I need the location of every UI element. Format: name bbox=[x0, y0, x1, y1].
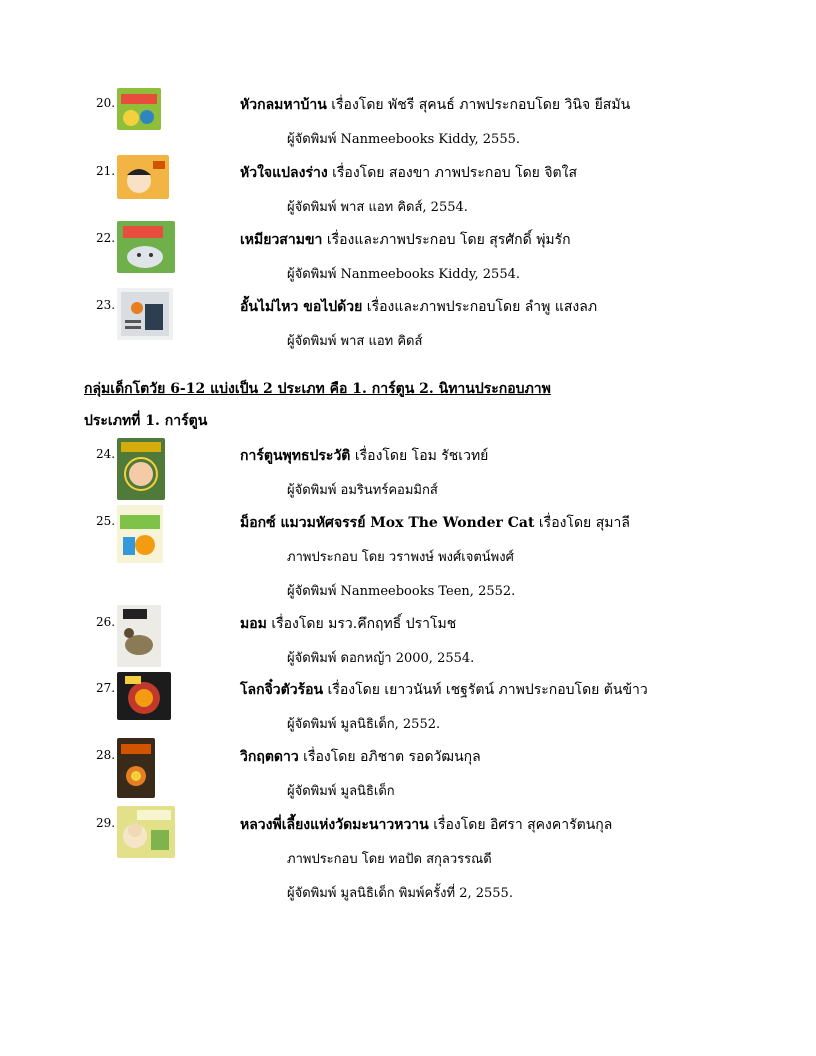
publisher-line: ผู้จัดพิมพ์ พาส แอท คิดส์, 2554. bbox=[287, 200, 468, 215]
entry-title-line bbox=[240, 445, 488, 467]
publisher-line: ผู้จัดพิมพ์ มูลนิธิเด็ก bbox=[287, 784, 395, 799]
book-credits: เรื่องโดย พัชรี สุคนธ์ ภาพประกอบโดย วินิจ ยีสมัน bbox=[326, 97, 631, 113]
book-credits: เรื่องและภาพประกอบโดย ลำพู แสงลภ bbox=[362, 299, 598, 315]
category-heading: ประเภทที่ 1. การ์ตูน bbox=[84, 413, 208, 429]
illustrator-line: ภาพประกอบ โดย วราพงษ์ พงศ์เจตน์พงศ์ bbox=[287, 550, 514, 565]
entry-title-line bbox=[240, 162, 577, 184]
entry-title-line bbox=[240, 296, 597, 318]
entry-title-line bbox=[240, 814, 612, 836]
entry-number: 26. bbox=[96, 615, 116, 629]
book-cover-image bbox=[117, 806, 175, 858]
illustrator-line: ภาพประกอบ โดย ทอปัด สกุลวรรณดี bbox=[287, 852, 492, 867]
book-credits: เรื่องโดย สุมาลี bbox=[534, 515, 630, 531]
book-title: มอม bbox=[240, 616, 267, 632]
book-cover-image bbox=[117, 438, 165, 500]
book-title: เหมียวสามขา bbox=[240, 232, 323, 248]
entry-number: 20. bbox=[96, 96, 116, 110]
book-credits: เรื่องโดย โอม รัชเวทย์ bbox=[350, 448, 489, 464]
entry-number: 27. bbox=[96, 681, 116, 695]
publisher-line: ผู้จัดพิมพ์ พาส แอท คิดส์ bbox=[287, 334, 423, 349]
book-credits: เรื่องโดย อภิชาต รอดวัฒนกุล bbox=[298, 749, 481, 765]
book-credits: เรื่องโดย เยาวนันท์ เชฐรัตน์ ภาพประกอบโดย ต้นข้าว bbox=[323, 682, 648, 698]
book-cover-image bbox=[117, 738, 155, 798]
book-cover-image bbox=[117, 155, 169, 199]
publisher-line: ผู้จัดพิมพ์ มูลนิธิเด็ก, 2552. bbox=[287, 717, 441, 732]
entry-number: 28. bbox=[96, 748, 116, 762]
book-title: การ์ตูนพุทธประวัติ bbox=[240, 448, 351, 464]
book-cover-image bbox=[117, 288, 173, 340]
entry-title-line bbox=[240, 679, 648, 701]
book-cover-image bbox=[117, 672, 171, 720]
book-title: โลกจิ๋วตัวร้อน bbox=[240, 682, 324, 698]
book-cover-image bbox=[117, 605, 161, 667]
publisher-line: ผู้จัดพิมพ์ Nanmeebooks Kiddy, 2554. bbox=[287, 267, 520, 282]
entry-title-line bbox=[240, 746, 481, 768]
book-credits: เรื่องโดย อิศรา สุคงคารัตนกุล bbox=[428, 817, 613, 833]
book-cover-image bbox=[117, 88, 161, 130]
entry-title-line bbox=[240, 94, 630, 116]
section-heading: กลุ่มเด็กโตวัย 6-12 แบ่งเป็น 2 ประเภท คือ 1. การ์ตูน 2. นิทานประกอบภาพ bbox=[84, 381, 551, 397]
entry-number: 22. bbox=[96, 231, 116, 245]
book-cover-image bbox=[117, 221, 175, 273]
entry-title-line bbox=[240, 613, 456, 635]
entry-number: 24. bbox=[96, 447, 116, 461]
entry-title-line bbox=[240, 512, 630, 534]
book-title: หลวงพี่เลี้ยงแห่งวัดมะนาวหวาน bbox=[240, 817, 429, 833]
book-credits: เรื่องโดย สองขา ภาพประกอบ โดย จิตใส bbox=[327, 165, 578, 181]
book-title: วิกฤตดาว bbox=[240, 749, 299, 765]
book-cover-image bbox=[117, 505, 163, 563]
book-title: หัวใจแปลงร่าง bbox=[240, 165, 328, 181]
book-credits: เรื่องและภาพประกอบ โดย สุรศักดิ์ พุ่มรัก bbox=[322, 232, 571, 248]
publisher-line: ผู้จัดพิมพ์ อมรินทร์คอมมิกส์ bbox=[287, 483, 438, 498]
book-title: หัวกลมหาบ้าน bbox=[240, 97, 327, 113]
entry-number: 23. bbox=[96, 298, 116, 312]
book-title: ม็อกซ์ แมวมหัศจรรย์ Mox The Wonder Cat bbox=[240, 515, 535, 531]
publisher-line: ผู้จัดพิมพ์ Nanmeebooks Teen, 2552. bbox=[287, 584, 516, 599]
publisher-line: ผู้จัดพิมพ์ Nanmeebooks Kiddy, 2555. bbox=[287, 132, 520, 147]
publisher-line: ผู้จัดพิมพ์ มูลนิธิเด็ก พิมพ์ครั้งที่ 2, 2555. bbox=[287, 886, 513, 901]
entry-number: 25. bbox=[96, 514, 116, 528]
publisher-line: ผู้จัดพิมพ์ ดอกหญ้า 2000, 2554. bbox=[287, 651, 475, 666]
book-credits: เรื่องโดย มรว.คึกฤทธิ์ ปราโมช bbox=[266, 616, 457, 632]
entry-title-line bbox=[240, 229, 571, 251]
entry-number: 21. bbox=[96, 164, 116, 178]
entry-number: 29. bbox=[96, 816, 116, 830]
book-title: อั้นไม่ไหว ขอไปด้วย bbox=[240, 299, 363, 315]
